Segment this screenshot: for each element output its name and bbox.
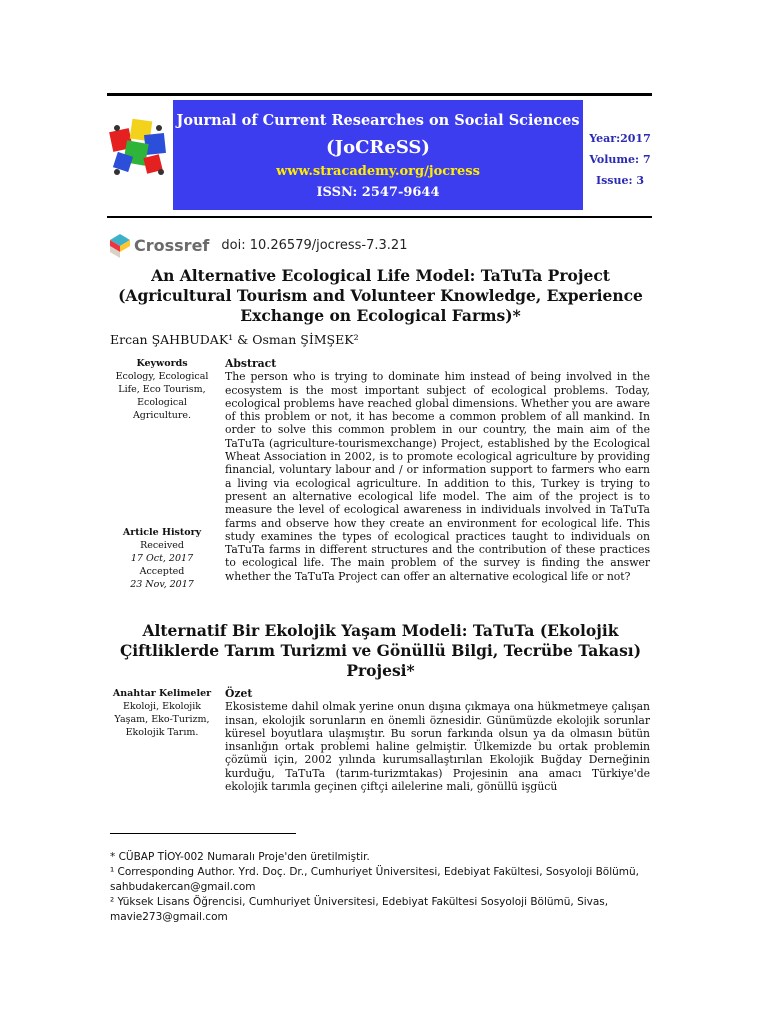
abstract-heading: Abstract <box>225 357 277 370</box>
accepted-label: Accepted <box>139 566 185 577</box>
journal-issn: ISSN: 2547-9644 <box>316 185 440 200</box>
journal-title: Journal of Current Researches on Social Sciences <box>176 112 580 129</box>
abstract-block <box>225 357 650 583</box>
doi-link[interactable]: doi: 10.26579/jocress-7.3.21 <box>221 237 408 253</box>
article-title-tr: Alternatif Bir Ekolojik Yaşam Modeli: TaTuTa (Ekolojik Çiftliklerde Tarım Turizmi ve Gönüllü Bilgi, Tecrübe Takası) Projesi* <box>119 621 642 680</box>
volume-label: Volume: 7 <box>589 153 651 166</box>
received-date: 17 Oct, 2017 <box>130 553 194 564</box>
accepted-date: 23 Nov, 2017 <box>130 579 194 590</box>
keywords-tr-block <box>108 687 216 739</box>
journal-banner <box>173 100 583 210</box>
keywords-tr-heading: Anahtar Kelimeler <box>112 688 212 699</box>
keywords-text: Ecology, Ecological Life, Eco Tourism, Ecological Agriculture. <box>115 371 209 421</box>
puzzle-logo-icon <box>107 116 169 178</box>
footnote-2: ² Yüksek Lisans Öğrencisi, Cumhuriyet Üniversitesi, Edebiyat Fakültesi Sosyoloji Bölümü, Sivas, mavie273@gmail.com <box>110 896 609 923</box>
year-label: Year:2017 <box>589 132 651 145</box>
keywords-heading: Keywords <box>136 358 188 369</box>
crossref-wordmark: Crossref <box>134 235 210 255</box>
crossref-logo-icon <box>110 230 130 260</box>
header-top-rule <box>107 93 652 96</box>
footnote-1: ¹ Corresponding Author. Yrd. Doç. Dr., Cumhuriyet Üniversitesi, Edebiyat Fakültesi, Sosyoloji Bölümü, sahbudakercan@gmail.com <box>110 866 640 893</box>
received-label: Received <box>140 540 184 551</box>
keywords-tr-text: Ekoloji, Ekolojik Yaşam, Eko-Turizm, Ekolojik Tarım. <box>114 701 210 738</box>
ozet-heading: Özet <box>225 687 253 700</box>
article-history-block <box>108 526 216 591</box>
ozet-text: Ekosisteme dahil olmak yerine onun dışına çıkmaya ona hükmetmeye çalışan insan, ekolojik sorunların en önemli öznesidir. Günümüzde ekolojik sorunlar küresel boyutlara ulaşmıştır. Bu sorun farkında olsun ya da olmasın bütün insanlığın ortak problemi haline gelmiştir. Ülkemizde bu ortak problemin çözümü için, 2002 yılında kurumsallaştırılan Ekolojik Buğday Derneğinin kurduğu, TaTuTa (tarım-turizmtakas) Projesinin ana amacı Türkiye'de ekolojik tarımla geçinen çiftçi ailelerine mali, gönüllü işgücü <box>225 700 650 794</box>
issue-label: Issue: 3 <box>595 174 645 187</box>
journal-abbrev: (JoCReSS) <box>326 137 430 158</box>
article-title-en: An Alternative Ecological Life Model: TaTuTa Project (Agricultural Tourism and Volunteer Knowledge, Experience Exchange on Ecological Farms)* <box>118 266 643 325</box>
footnotes <box>110 850 650 925</box>
footnote-star: * CÜBAP TİOY-002 Numaralı Proje'den üretilmiştir. <box>110 851 370 863</box>
abstract-text: The person who is trying to dominate him instead of being involved in the ecosystem is the most important subject of ecological problems. Today, ecological problems have reached global dimensions. Whether you are aware of this problem or not, it has become a common problem of all mankind. In order to solve this common problem in our country, the main aim of the TaTuTa (agriculture-tourismexchange) Project, established by the Ecological Wheat Association in 2002, is to promote ecological agriculture by providing financial, voluntary labour and / or information support to farmers who earn a living via ecological agriculture. In addition to this, Turkey is trying to present an alternative ecological life model. The aim of the project is to measure the level of ecological awareness in individuals involved in TaTuTa farms and observe how they create an environment for ecological life. This study examines the types of ecological practices taught to individuals on TaTuTa farms in different structures and the contribution of these practices to ecological life. The main problem of the survey is finding the answer whether the TaTuTa Project can offer an alternative ecological life or not? <box>225 370 650 583</box>
history-heading: Article History <box>122 527 202 538</box>
journal-url[interactable]: www.stracademy.org/jocress <box>276 164 480 179</box>
footnote-rule <box>110 833 296 834</box>
keywords-block <box>108 357 216 422</box>
ozet-block <box>225 687 650 793</box>
issue-meta <box>588 128 652 191</box>
header-bottom-rule <box>107 216 652 218</box>
crossref-line <box>110 230 407 260</box>
author-list: Ercan ŞAHBUDAK¹ & Osman ŞİMŞEK² <box>110 332 359 347</box>
